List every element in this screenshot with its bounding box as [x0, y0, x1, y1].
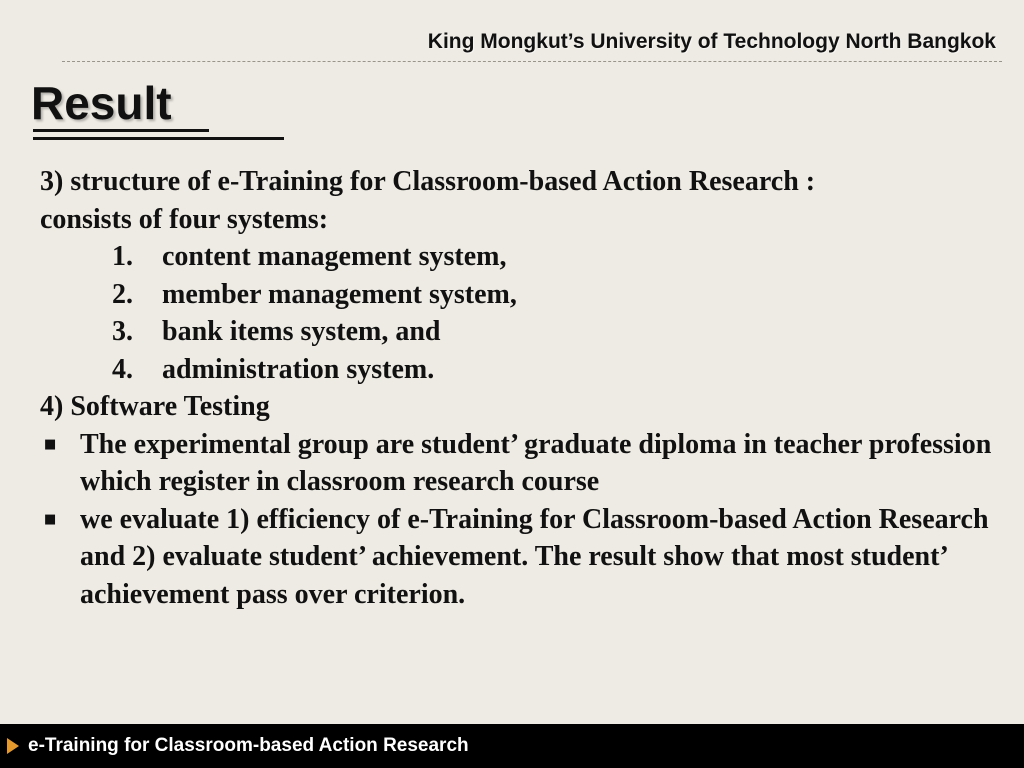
numbered-item — [40, 313, 1000, 351]
slide-content — [40, 163, 1000, 613]
item-number: 3. — [112, 316, 133, 347]
triangle-arrow-icon — [7, 738, 19, 754]
header-institution: King Mongkut’s University of Technology North Bangkok — [427, 30, 996, 53]
item-number: 2. — [112, 278, 133, 310]
item-text: content management system, — [162, 241, 507, 272]
square-bullet-icon: ■ — [44, 511, 57, 527]
footer-label: e-Training for Classroom-based Action Research — [28, 735, 469, 756]
footer-bar — [0, 724, 1024, 768]
item-text: member management system, — [162, 278, 517, 310]
title-underline — [33, 129, 209, 132]
section3-subheading: consists of four systems: — [40, 203, 329, 235]
bullet-item — [40, 426, 1000, 501]
bullet-text: The experimental group are student’ graduate diploma in teacher profession which register in classroom research course — [80, 428, 992, 497]
slide-title: Result — [31, 77, 172, 129]
bullet-item — [40, 501, 1000, 614]
numbered-item — [40, 238, 1000, 276]
item-text: administration system. — [162, 353, 435, 385]
numbered-item — [40, 351, 1000, 389]
section3-heading: 3) structure of e-Training for Classroom-based Action Research : — [40, 166, 816, 197]
item-text: bank items system, and — [162, 316, 441, 347]
bullet-text: we evaluate 1) efficiency of e-Training for Classroom-based Action Research and 2) evaluate student’ achievement. The result show that most student’ achievement pass over criterion. — [80, 503, 989, 610]
item-number: 1. — [112, 241, 133, 272]
item-number: 4. — [112, 353, 133, 385]
square-bullet-icon: ■ — [44, 436, 57, 452]
header-divider — [62, 61, 1002, 62]
title-underline-long — [33, 137, 284, 140]
numbered-item — [40, 276, 1000, 314]
section4-heading: 4) Software Testing — [40, 391, 270, 422]
